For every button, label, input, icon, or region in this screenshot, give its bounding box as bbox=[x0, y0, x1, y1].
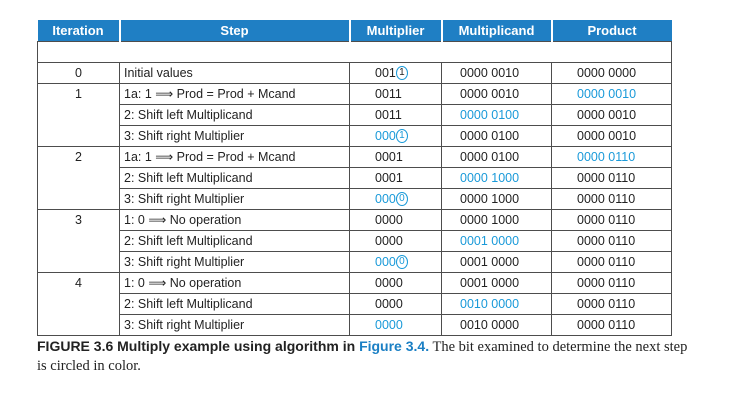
product-cell: 0000 0110 bbox=[552, 273, 672, 294]
step-cell: 2: Shift left Multiplicand bbox=[120, 168, 350, 189]
multiplier-cell bbox=[350, 189, 442, 210]
table-row bbox=[38, 189, 672, 210]
header-multiplier: Multiplier bbox=[350, 20, 442, 42]
multiplier-cell: 0000 bbox=[350, 294, 442, 315]
multiplier-cell: 0011 bbox=[350, 105, 442, 126]
circled-bit: 1 bbox=[396, 129, 408, 143]
step-cell: 1: 0 ⟹ No operation bbox=[120, 210, 350, 231]
table-header-row bbox=[38, 20, 672, 42]
table-row bbox=[38, 126, 672, 147]
step-cell: Initial values bbox=[120, 63, 350, 84]
multiplier-cell: 0000 bbox=[350, 210, 442, 231]
step-cell: 2: Shift left Multiplicand bbox=[120, 105, 350, 126]
multiplicand-cell: 0000 0010 bbox=[442, 84, 552, 105]
multiplicand-cell: 0000 0100 bbox=[442, 105, 552, 126]
step-cell: 1a: 1 ⟹ Prod = Prod + Mcand bbox=[120, 147, 350, 168]
multiplicand-cell: 0000 1000 bbox=[442, 168, 552, 189]
step-cell: 3: Shift right Multiplier bbox=[120, 189, 350, 210]
product-cell: 0000 0110 bbox=[552, 231, 672, 252]
multiplier-value: 000 1 bbox=[375, 129, 408, 143]
table-row bbox=[38, 84, 672, 105]
header-step: Step bbox=[120, 20, 350, 42]
product-cell: 0000 0110 bbox=[552, 189, 672, 210]
multiplier-value: 001 1 bbox=[375, 66, 408, 80]
table-row bbox=[38, 147, 672, 168]
multiplicand-cell: 0010 0000 bbox=[442, 315, 552, 336]
step-cell: 2: Shift left Multiplicand bbox=[120, 294, 350, 315]
multiplier-cell: 0001 bbox=[350, 168, 442, 189]
multiplier-cell: 0000 bbox=[350, 231, 442, 252]
multiplier-cell: 0000 bbox=[350, 315, 442, 336]
circled-bit: 0 bbox=[396, 255, 408, 269]
step-cell: 2: Shift left Multiplicand bbox=[120, 231, 350, 252]
header-multiplicand: Multiplicand bbox=[442, 20, 552, 42]
table-row bbox=[38, 63, 672, 84]
multiplier-cell: 0001 bbox=[350, 147, 442, 168]
iteration-cell: 3 bbox=[38, 210, 120, 273]
multiplier-value: 000 0 bbox=[375, 255, 408, 269]
table-row bbox=[38, 210, 672, 231]
product-cell: 0000 0010 bbox=[552, 126, 672, 147]
figure-caption bbox=[37, 337, 697, 375]
multiplier-cell: 0000 bbox=[350, 273, 442, 294]
multiplicand-cell: 0000 0100 bbox=[442, 126, 552, 147]
step-cell: 3: Shift right Multiplier bbox=[120, 315, 350, 336]
product-cell: 0000 0110 bbox=[552, 315, 672, 336]
multiplier-cell bbox=[350, 63, 442, 84]
iteration-cell: 0 bbox=[38, 63, 120, 84]
iteration-cell: 1 bbox=[38, 84, 120, 147]
product-cell: 0000 0110 bbox=[552, 168, 672, 189]
product-cell: 0000 0010 bbox=[552, 105, 672, 126]
step-cell: 1: 0 ⟹ No operation bbox=[120, 273, 350, 294]
step-cell: 3: Shift right Multiplier bbox=[120, 252, 350, 273]
multiplier-value: 000 0 bbox=[375, 192, 408, 206]
step-cell: 3: Shift right Multiplier bbox=[120, 126, 350, 147]
multiplier-cell bbox=[350, 252, 442, 273]
product-cell: 0000 0110 bbox=[552, 147, 672, 168]
circled-bit: 0 bbox=[396, 192, 408, 206]
iteration-cell: 2 bbox=[38, 147, 120, 210]
table-row bbox=[38, 294, 672, 315]
multiplicand-cell: 0000 0100 bbox=[442, 147, 552, 168]
table-row bbox=[38, 273, 672, 294]
product-cell: 0000 0110 bbox=[552, 210, 672, 231]
multiplier-cell bbox=[350, 126, 442, 147]
multiply-example-table bbox=[37, 20, 672, 336]
caption-text: The bit examined to determine the next step is circled in color. bbox=[37, 339, 688, 374]
table-row bbox=[38, 105, 672, 126]
step-cell: 1a: 1 ⟹ Prod = Prod + Mcand bbox=[120, 84, 350, 105]
circled-bit: 1 bbox=[396, 66, 408, 80]
multiplicand-cell: 0001 0000 bbox=[442, 252, 552, 273]
header-product: Product bbox=[552, 20, 672, 42]
multiplicand-cell: 0001 0000 bbox=[442, 273, 552, 294]
figure-label: FIGURE 3.6 Multiply example using algorithm in bbox=[37, 338, 360, 354]
multiplier-cell: 0011 bbox=[350, 84, 442, 105]
table-row bbox=[38, 168, 672, 189]
multiplicand-cell: 0000 0010 bbox=[442, 63, 552, 84]
product-cell: 0000 0010 bbox=[552, 84, 672, 105]
iteration-cell: 4 bbox=[38, 273, 120, 336]
multiplicand-cell: 0000 1000 bbox=[442, 210, 552, 231]
product-cell: 0000 0000 bbox=[552, 63, 672, 84]
multiplicand-cell: 0000 1000 bbox=[442, 189, 552, 210]
table-row bbox=[38, 231, 672, 252]
multiplicand-cell: 0010 0000 bbox=[442, 294, 552, 315]
multiplicand-cell: 0001 0000 bbox=[442, 231, 552, 252]
figure-reference-link[interactable]: Figure 3.4. bbox=[359, 338, 430, 354]
product-cell: 0000 0110 bbox=[552, 252, 672, 273]
table-row bbox=[38, 315, 672, 336]
header-iteration: Iteration bbox=[38, 20, 120, 42]
product-cell: 0000 0110 bbox=[552, 294, 672, 315]
table-row bbox=[38, 252, 672, 273]
